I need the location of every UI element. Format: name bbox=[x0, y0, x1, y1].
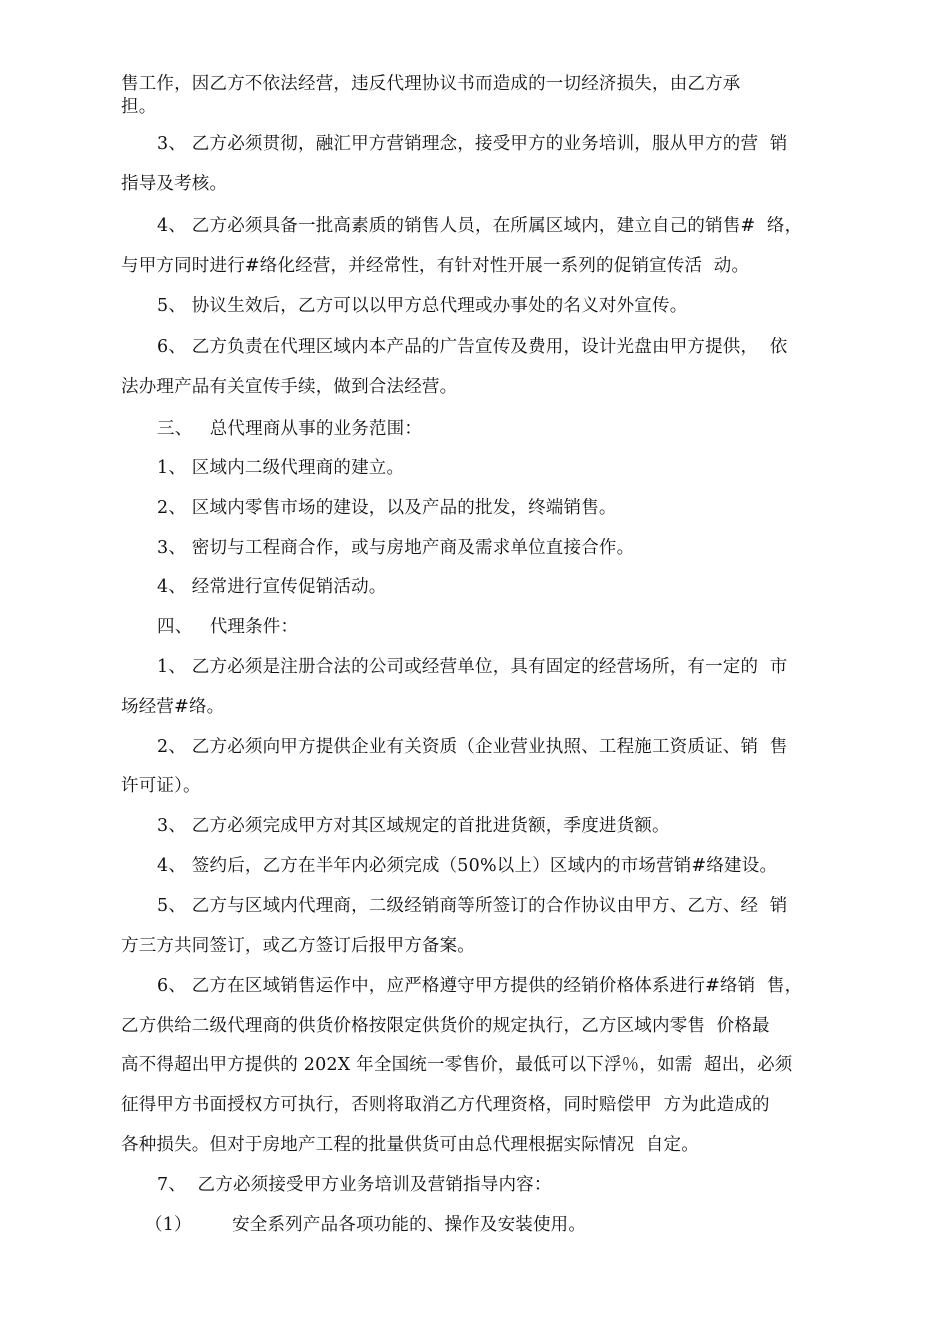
paragraph-line: （1） 安全系列产品各项功能的、操作及安装使用。 bbox=[145, 1215, 587, 1235]
paragraph-line: 许可证）。 bbox=[121, 776, 201, 796]
paragraph-line: 场经营#络。 bbox=[121, 697, 225, 717]
paragraph-line: 售工作，因乙方不依法经营，违反代理协议书而造成的一切经济损失，由乙方承 bbox=[121, 74, 741, 94]
paragraph-line: 3、 密切与工程商合作，或与房地产商及需求单位直接合作。 bbox=[157, 538, 635, 558]
paragraph-line: 1、 区域内二级代理商的建立。 bbox=[157, 458, 405, 478]
paragraph-line: 各种损失。但对于房地产工程的批量供货可由总代理根据实际情况 自定。 bbox=[121, 1135, 699, 1155]
paragraph-line: 法办理产品有关宣传手续，做到合法经营。 bbox=[121, 377, 458, 397]
paragraph-line: 5、 协议生效后，乙方可以以甲方总代理或办事处的名义对外宣传。 bbox=[157, 296, 688, 316]
paragraph-line: 2、 乙方必须向甲方提供企业有关资质（企业营业执照、工程施工资质证、销 售 bbox=[157, 737, 788, 757]
paragraph-line: 征得甲方书面授权方可执行，否则将取消乙方代理资格，同时赔偿甲 方为此造成的 bbox=[121, 1095, 770, 1115]
paragraph-line: 乙方供给二级代理商的供货价格按限定供货价的规定执行，乙方区域内零售 价格最 bbox=[121, 1016, 770, 1036]
paragraph-line: 1、 乙方必须是注册合法的公司或经营单位，具有固定的经营场所，有一定的 市 bbox=[157, 657, 788, 677]
paragraph-line: 7、 乙方必须接受甲方业务培训及营销指导内容： bbox=[157, 1175, 552, 1195]
paragraph-line: 5、 乙方与区域内代理商，二级经销商等所签订的合作协议由甲方、乙方、经 销 bbox=[157, 896, 788, 916]
section-heading: 四、 代理条件： bbox=[157, 617, 299, 637]
paragraph-line: 与甲方同时进行#络化经营，并经常性，有针对性开展一系列的促销宣传活 动。 bbox=[121, 256, 750, 276]
paragraph-line: 方三方共同签订，或乙方签订后报甲方备案。 bbox=[121, 936, 475, 956]
paragraph-line: 指导及考核。 bbox=[121, 174, 228, 194]
paragraph-line: 2、 区域内零售市场的建设，以及产品的批发，终端销售。 bbox=[157, 498, 617, 518]
paragraph-line: 6、 乙方负责在代理区域内本产品的广告宣传及费用，设计光盘由甲方提供， 依 bbox=[157, 337, 788, 357]
paragraph-line: 4、 乙方必须具备一批高素质的销售人员，在所属区域内，建立自己的销售# 络， bbox=[157, 216, 803, 236]
paragraph-line: 4、 签约后，乙方在半年内必须完成（50%以上）区域内的市场营销#络建设。 bbox=[157, 856, 778, 876]
paragraph-line: 3、 乙方必须完成甲方对其区域规定的首批进货额，季度进货额。 bbox=[157, 816, 670, 836]
section-heading: 三、 总代理商从事的业务范围： bbox=[157, 419, 423, 439]
paragraph-line: 担。 bbox=[121, 97, 157, 117]
paragraph-line: 4、 经常进行宣传促销活动。 bbox=[157, 577, 387, 597]
paragraph-line: 高不得超出甲方提供的 202X 年全国统一零售价，最低可以下浮％，如需 超出，必须 bbox=[121, 1055, 793, 1075]
paragraph-line: 6、 乙方在区域销售运作中，应严格遵守甲方提供的经销价格体系进行#络销 售， bbox=[157, 976, 803, 996]
paragraph-line: 3、 乙方必须贯彻，融汇甲方营销理念，接受甲方的业务培训，服从甲方的营 销 bbox=[157, 134, 788, 154]
